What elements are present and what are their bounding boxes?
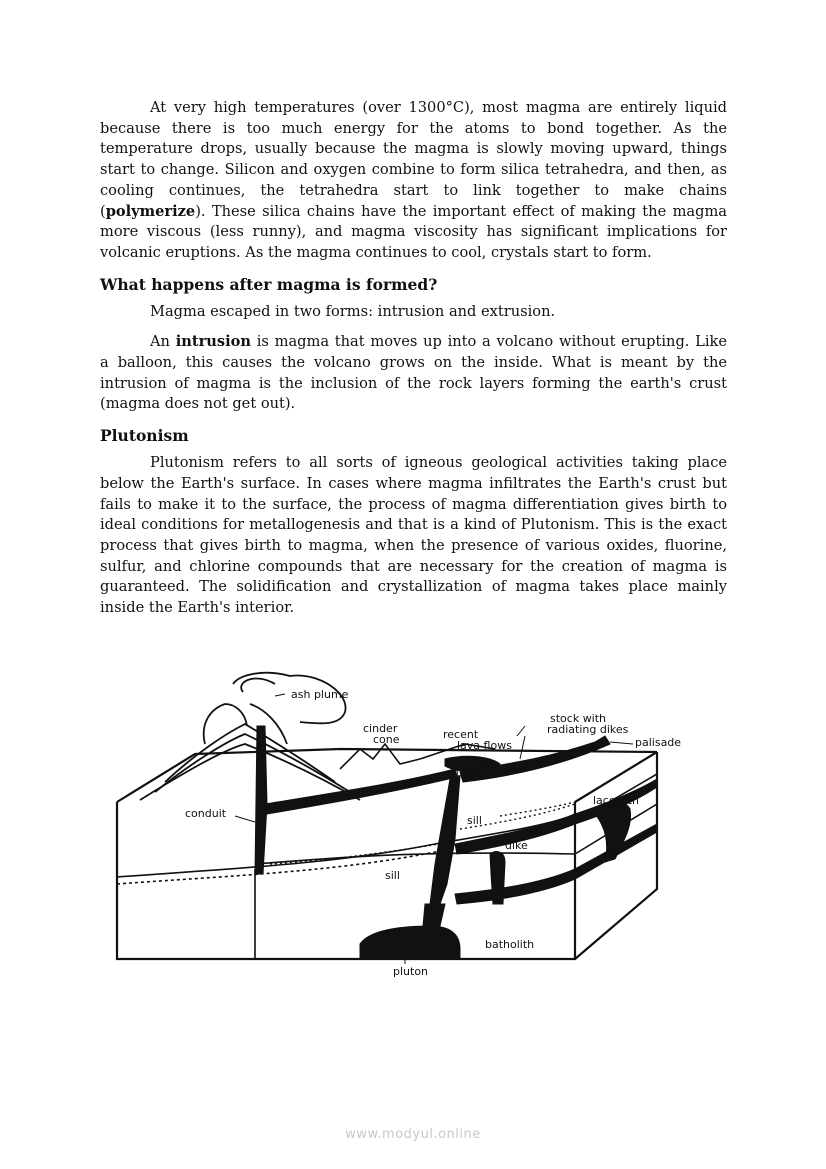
heading-after-magma: What happens after magma is formed? (100, 274, 438, 294)
label-stock: stock (450, 766, 480, 779)
paragraph-text: is magma that moves up into a volcano without erupting. Like a balloon, this causes the volcano grows on the inside. What is meant by the intrusion of magma is the inclusion of the rock layers forming the earth's crust (magma does not get out). (100, 333, 728, 413)
label-ash-plume: ash plume (291, 688, 349, 701)
label-cinder: cinder (363, 722, 398, 735)
label-laccolith: laccolith (593, 794, 640, 807)
label-batholith: batholith (485, 938, 535, 951)
bold-term-intrusion: intrusion (175, 333, 251, 351)
document-body (100, 98, 727, 619)
label-cone: cone (373, 733, 400, 746)
magma-intrusions (255, 726, 657, 959)
label-radiating-dikes: radiating dikes (547, 723, 629, 736)
footer-watermark: www.modyul.online (345, 1127, 481, 1142)
label-conduit: conduit (185, 807, 227, 820)
diagram-svg (105, 664, 705, 984)
igneous-intrusions-diagram (105, 664, 705, 984)
pluton-feeder (423, 904, 445, 926)
batholith-magma (360, 926, 460, 959)
paragraph-text: At very high temperatures (over 1300°C), most magma are entirely liquid because there is too much energy for the atoms to bond together. As the temperature drops, usually because the magma is slowly moving upward, things start to change. Silicon and oxygen combine to form silica tetrahedra, and then, as cooling continues, the tetrahedra start to link together to make chains ( (100, 99, 727, 220)
upper-magma-flow (265, 769, 457, 814)
conduit-magma (255, 726, 267, 874)
bold-term-polymerize: polymerize (105, 202, 196, 220)
label-dike: dike (505, 839, 528, 852)
paragraph-magma-temperature (100, 98, 727, 264)
label-pluton: pluton (393, 965, 429, 978)
label-stock-with: stock with (550, 712, 607, 725)
label-lava-flows: lava flows (457, 739, 512, 752)
heading-plutonism: Plutonism (100, 426, 189, 446)
paragraph-two-forms: Magma escaped in two forms: intrusion and extrusion. (150, 302, 556, 320)
label-sill-upper: sill (467, 814, 482, 827)
label-palisade: palisade (635, 736, 682, 749)
paragraph-text: ). These silica chains have the important effect of making the magma more viscous (less runny), and magma viscosity has significant implications for volcanic eruptions. As the magma continues to cool, crystals start to form. (100, 202, 727, 261)
paragraph-text: An (150, 333, 176, 351)
label-sill-lower: sill (385, 869, 400, 882)
label-recent: recent (443, 728, 479, 741)
paragraph-intrusion (100, 332, 727, 415)
block-front-face (117, 802, 575, 959)
paragraph-plutonism: Plutonism refers to all sorts of igneous geological activities taking place below the Earth's surface. In cases where magma infiltrates the Earth's crust but fails to make it to the surface, the process of magma differentiation gives birth to ideal conditions for metallogenesis and that is a kind of Plutonism. This is the exact process that gives birth to magma, when the presence of various oxides, fluorine, sulfur, and chlorine compounds that are necessary for the creation of magma is guaranteed. The solidification and crystallization of magma takes place mainly inside the Earth's interior. (100, 454, 727, 617)
